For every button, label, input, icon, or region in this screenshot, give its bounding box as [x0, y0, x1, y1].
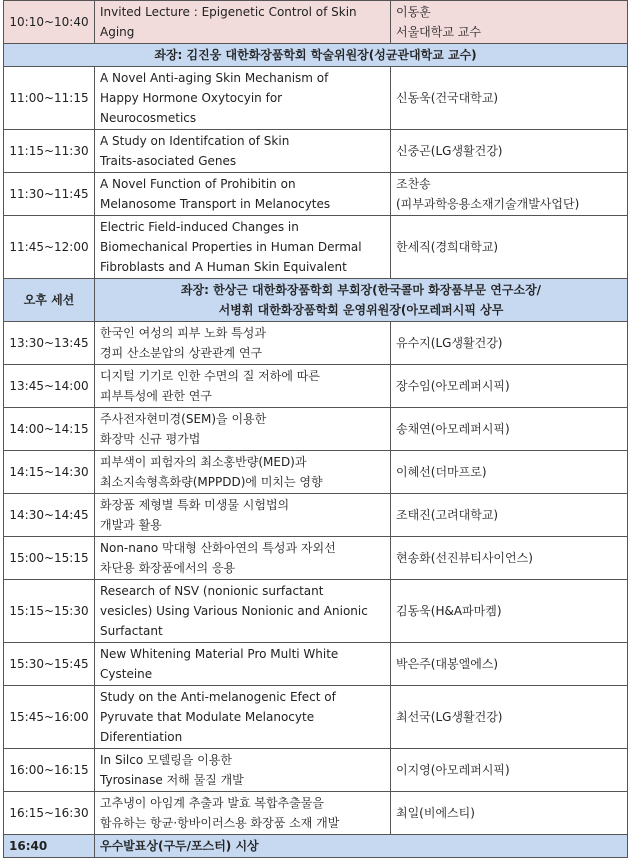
- text-line: 박은주(대봉엘에스): [396, 657, 499, 671]
- text-line: Non-nano 막대형 산화아연의 특성과 자외선: [100, 541, 336, 555]
- talk-title-cell: [95, 643, 391, 686]
- schedule-row: [4, 408, 628, 451]
- text-line: Traits-asociated Genes: [100, 154, 237, 168]
- time-cell: 13:45~14:00: [4, 365, 95, 408]
- speaker-cell: [391, 365, 628, 408]
- text-line: 서울대학교 교수: [396, 25, 481, 39]
- talk-title-cell: [95, 1, 391, 44]
- speaker-cell: [391, 686, 628, 749]
- text-line: 함유하는 항균·항바이러스용 화장품 소재 개발: [100, 816, 340, 830]
- text-line: Cysteine: [100, 667, 153, 681]
- text-line: A Novel Anti-aging Skin Mechanism of: [100, 71, 329, 85]
- talk-title-cell: [95, 365, 391, 408]
- text-line: 화장품 제형별 특화 미생물 시험법의: [100, 498, 290, 512]
- text-line: 고추냉이 아임계 추출과 발효 복합추출물을: [100, 796, 324, 810]
- schedule-row: [4, 130, 628, 173]
- text-line: Pyruvate that Modulate Melanocyte: [100, 710, 315, 724]
- text-line: Neurocosmetics: [100, 111, 197, 125]
- schedule-row: [4, 67, 628, 130]
- text-line: Surfactant: [100, 624, 163, 638]
- text-line: Happy Hormone Oxytocyin for: [100, 91, 283, 105]
- text-line: 경피 산소분압의 상관관계 연구: [100, 346, 263, 360]
- time-cell: 11:45~12:00: [4, 216, 95, 279]
- text-line: 이혜선(더마프로): [396, 465, 487, 479]
- speaker-cell: [391, 173, 628, 216]
- time-cell: 16:00~16:15: [4, 749, 95, 792]
- text-line: A Novel Function of Prohibitin on: [100, 177, 296, 191]
- text-line: 최소지속형흑화량(MPPDD)에 미치는 영향: [100, 475, 323, 489]
- text-line: 피부특성에 관한 연구: [100, 389, 212, 403]
- session-chair-cell: [95, 279, 628, 322]
- talk-title-cell: [95, 408, 391, 451]
- speaker-cell: [391, 322, 628, 365]
- text-line: 최일(비에스티): [396, 806, 475, 820]
- schedule-row: [4, 749, 628, 792]
- text-line: Electric Field-induced Changes in: [100, 220, 299, 234]
- text-line: 신중곤(LG생활건강): [396, 144, 503, 158]
- schedule-row: [4, 835, 628, 858]
- time-cell: 11:00~11:15: [4, 67, 95, 130]
- time-cell: 15:00~15:15: [4, 537, 95, 580]
- text-line: Research of NSV (nonionic surfactant: [100, 584, 324, 598]
- speaker-cell: [391, 494, 628, 537]
- text-line: 신동욱(건국대학교): [396, 91, 499, 105]
- text-line: 디지털 기기로 인한 수면의 질 저하에 따른: [100, 369, 320, 383]
- schedule-row: [4, 580, 628, 643]
- text-line: 피부색이 피험자의 최소홍반량(MED)과: [100, 455, 307, 469]
- speaker-cell: [391, 792, 628, 835]
- text-line: 장수임(아모레퍼시픽): [396, 379, 510, 393]
- talk-title-cell: [95, 580, 391, 643]
- text-line: 개발과 활용: [100, 518, 162, 532]
- speaker-cell: [391, 537, 628, 580]
- text-line: 한세직(경희대학교): [396, 240, 499, 254]
- program-schedule-table: [3, 0, 628, 858]
- talk-title-cell: [95, 537, 391, 580]
- time-cell: 14:00~14:15: [4, 408, 95, 451]
- text-line: 주사전자현미경(SEM)을 이용한: [100, 412, 267, 426]
- text-line: 한국인 여성의 피부 노화 특성과: [100, 326, 266, 340]
- speaker-cell: [391, 67, 628, 130]
- time-cell: 15:30~15:45: [4, 643, 95, 686]
- schedule-row: [4, 216, 628, 279]
- text-line: In Silco 모델링을 이용한: [100, 753, 232, 767]
- talk-title-cell: [95, 686, 391, 749]
- time-cell: 11:30~11:45: [4, 173, 95, 216]
- text-line: 차단용 화장품에서의 응용: [100, 561, 236, 575]
- speaker-cell: [391, 749, 628, 792]
- schedule-row: [4, 279, 628, 322]
- time-cell: 14:15~14:30: [4, 451, 95, 494]
- text-line: Study on the Anti-melanogenic Efect of: [100, 690, 336, 704]
- speaker-cell: [391, 216, 628, 279]
- schedule-row: [4, 686, 628, 749]
- text-line: 조찬송: [396, 177, 431, 191]
- closing-event-cell: 우수발표상(구두/포스터) 시상: [95, 835, 628, 858]
- schedule-row: [4, 173, 628, 216]
- text-line: Biomechanical Properties in Human Dermal: [100, 240, 362, 254]
- text-line: 현송화(선진뷰티사이언스): [396, 551, 533, 565]
- chair-info-cell: 좌장: 김진웅 대한화장품학회 학술위원장(성균관대학교 교수): [4, 44, 628, 67]
- talk-title-cell: [95, 67, 391, 130]
- talk-title-cell: [95, 792, 391, 835]
- text-line: Tyrosinase 저해 물질 개발: [100, 773, 244, 787]
- text-line: 송채연(아모레퍼시픽): [396, 422, 510, 436]
- schedule-row: [4, 322, 628, 365]
- schedule-row: [4, 537, 628, 580]
- text-line: 김동욱(H&A파마켐): [396, 604, 502, 618]
- time-cell: 16:15~16:30: [4, 792, 95, 835]
- text-line: vesicles) Using Various Nonionic and Anionic: [100, 604, 368, 618]
- speaker-cell: [391, 451, 628, 494]
- schedule-row: [4, 451, 628, 494]
- speaker-cell: [391, 643, 628, 686]
- text-line: 조태진(고려대학교): [396, 508, 499, 522]
- talk-title-cell: [95, 749, 391, 792]
- speaker-cell: [391, 1, 628, 44]
- speaker-cell: [391, 408, 628, 451]
- talk-title-cell: [95, 216, 391, 279]
- talk-title-cell: [95, 451, 391, 494]
- time-cell: 13:30~13:45: [4, 322, 95, 365]
- text-line: 서병휘 대한화장품학회 운영위원장(아모레퍼시픽 상무: [218, 303, 504, 317]
- time-cell: 14:30~14:45: [4, 494, 95, 537]
- session-label-cell: 오후 세션: [4, 279, 95, 322]
- talk-title-cell: [95, 130, 391, 173]
- time-cell: 11:15~11:30: [4, 130, 95, 173]
- schedule-row: [4, 494, 628, 537]
- text-line: Aging: [100, 25, 135, 39]
- text-line: 이동훈: [396, 5, 431, 19]
- text-line: A Study on Identifcation of Skin: [100, 134, 290, 148]
- text-line: Invited Lecture : Epigenetic Control of Skin: [100, 5, 357, 19]
- speaker-cell: [391, 580, 628, 643]
- schedule-row: [4, 365, 628, 408]
- time-cell: 16:40: [4, 835, 95, 858]
- time-cell: 15:15~15:30: [4, 580, 95, 643]
- text-line: (피부과학응용소재기술개발사업단): [396, 197, 580, 211]
- text-line: 좌장: 한상근 대한화장품학회 부회장(한국콜마 화장품부문 연구소장/: [180, 283, 542, 297]
- text-line: 최선국(LG생활건강): [396, 710, 503, 724]
- time-cell: 15:45~16:00: [4, 686, 95, 749]
- time-cell: 10:10~10:40: [4, 1, 95, 44]
- text-line: Fibroblasts and A Human Skin Equivalent: [100, 260, 347, 274]
- schedule-row: [4, 792, 628, 835]
- talk-title-cell: [95, 322, 391, 365]
- schedule-row: [4, 44, 628, 67]
- text-line: 유수지(LG생활건강): [396, 336, 503, 350]
- text-line: 화장막 신규 평가법: [100, 432, 201, 446]
- speaker-cell: [391, 130, 628, 173]
- talk-title-cell: [95, 494, 391, 537]
- schedule-row: [4, 1, 628, 44]
- schedule-row: [4, 643, 628, 686]
- text-line: Melanosome Transport in Melanocytes: [100, 197, 331, 211]
- text-line: New Whitening Material Pro Multi White: [100, 647, 339, 661]
- talk-title-cell: [95, 173, 391, 216]
- text-line: 이지영(아모레퍼시픽): [396, 763, 510, 777]
- text-line: Diferentiation: [100, 730, 183, 744]
